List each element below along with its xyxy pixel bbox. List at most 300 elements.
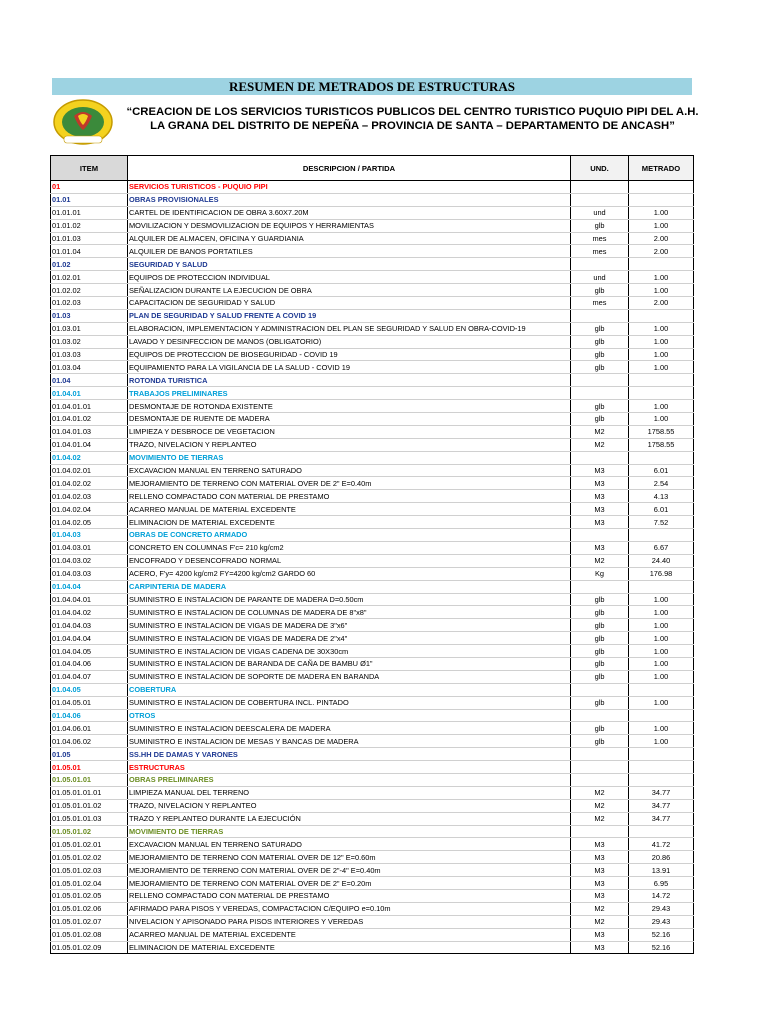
cell-metrado: 2.00	[629, 232, 694, 245]
cell-unit: und	[571, 271, 629, 284]
cell-description: PLAN DE SEGURIDAD Y SALUD FRENTE A COVID 19	[128, 309, 571, 322]
table-row	[51, 799, 694, 812]
cell-description: ACERO, F'y= 4200 kg/cm2 FY=4200 kg/cm2 GARDO 60	[128, 567, 571, 580]
cell-unit: glb	[571, 335, 629, 348]
cell-metrado: 6.67	[629, 541, 694, 554]
cell-description: SUMINISTRO E INSTALACION DE MESAS Y BANCAS DE MADERA	[128, 735, 571, 748]
cell-description: SUMINISTRO E INSTALACION DE BARANDA DE CAÑA DE BAMBU Ø1"	[128, 657, 571, 670]
cell-unit	[571, 748, 629, 761]
cell-description: SEÑALIZACION DURANTE LA EJECUCION DE OBRA	[128, 284, 571, 297]
table-row	[51, 490, 694, 503]
cell-description: MOVILIZACION Y DESMOVILIZACION DE EQUIPOS Y HERRAMIENTAS	[128, 219, 571, 232]
cell-unit: glb	[571, 657, 629, 670]
cell-metrado: 1758.55	[629, 438, 694, 451]
cell-description: CARPINTERIA DE MADERA	[128, 580, 571, 593]
cell-unit: M2	[571, 438, 629, 451]
cell-description: AFIRMADO PARA PISOS Y VEREDAS, COMPACTACION C/EQUIPO e=0.10m	[128, 902, 571, 915]
cell-unit: M2	[571, 915, 629, 928]
cell-description: RELLENO COMPACTADO CON MATERIAL DE PRESTAMO	[128, 889, 571, 902]
cell-metrado	[629, 451, 694, 464]
table-row	[51, 889, 694, 902]
cell-item: 01.04.06	[51, 709, 128, 722]
cell-metrado: 14.72	[629, 889, 694, 902]
table-header-row	[51, 156, 694, 181]
cell-description: TRAZO, NIVELACION Y REPLANTEO	[128, 799, 571, 812]
cell-metrado	[629, 529, 694, 542]
table-row	[51, 425, 694, 438]
table-row	[51, 915, 694, 928]
cell-item: 01.05.01.02.03	[51, 864, 128, 877]
cell-metrado: 1.00	[629, 335, 694, 348]
table-row	[51, 670, 694, 683]
cell-unit: glb	[571, 400, 629, 413]
cell-unit: M3	[571, 851, 629, 864]
table-row	[51, 696, 694, 709]
cell-metrado: 1.00	[629, 400, 694, 413]
cell-item: 01.04.03	[51, 529, 128, 542]
cell-unit: mes	[571, 297, 629, 310]
cell-description: DESMONTAJE DE RUENTE DE MADERA	[128, 413, 571, 426]
cell-metrado	[629, 258, 694, 271]
table-row	[51, 284, 694, 297]
cell-metrado: 1.00	[629, 670, 694, 683]
table-row	[51, 400, 694, 413]
cell-description: MOVIMIENTO DE TIERRAS	[128, 825, 571, 838]
cell-unit: glb	[571, 619, 629, 632]
cell-item: 01.04.05	[51, 683, 128, 696]
cell-item: 01.05.01.01.02	[51, 799, 128, 812]
table-row	[51, 825, 694, 838]
column-header-metrado: METRADO	[629, 156, 694, 181]
column-header-description: DESCRIPCION / PARTIDA	[128, 156, 571, 181]
table-row	[51, 258, 694, 271]
cell-item: 01.04.02.02	[51, 477, 128, 490]
project-title	[120, 105, 705, 133]
cell-description: EQUIPOS DE PROTECCION INDIVIDUAL	[128, 271, 571, 284]
cell-unit: glb	[571, 361, 629, 374]
table-row	[51, 773, 694, 786]
cell-description: EXCAVACION MANUAL EN TERRENO SATURADO	[128, 464, 571, 477]
cell-item: 01.05.01.02.04	[51, 877, 128, 890]
cell-metrado: 1.00	[629, 657, 694, 670]
cell-item: 01.01.03	[51, 232, 128, 245]
cell-metrado	[629, 825, 694, 838]
table-row	[51, 735, 694, 748]
cell-unit: M3	[571, 838, 629, 851]
table-row	[51, 632, 694, 645]
cell-item: 01.05.01.01	[51, 773, 128, 786]
cell-unit: M3	[571, 889, 629, 902]
document-title-banner: RESUMEN DE METRADOS DE ESTRUCTURAS	[52, 78, 692, 95]
cell-description: MEJORAMIENTO DE TERRENO CON MATERIAL OVER DE 12" E=0.60m	[128, 851, 571, 864]
table-row	[51, 348, 694, 361]
cell-unit	[571, 580, 629, 593]
cell-unit	[571, 761, 629, 774]
cell-unit: glb	[571, 632, 629, 645]
cell-description: OTROS	[128, 709, 571, 722]
cell-item: 01.04.01.01	[51, 400, 128, 413]
table-row	[51, 786, 694, 799]
cell-metrado: 52.16	[629, 941, 694, 954]
table-row	[51, 361, 694, 374]
cell-unit: Kg	[571, 567, 629, 580]
cell-item: 01.05.01.02.01	[51, 838, 128, 851]
cell-unit: M2	[571, 902, 629, 915]
cell-metrado: 1.00	[629, 206, 694, 219]
cell-metrado	[629, 193, 694, 206]
cell-description: EXCAVACION MANUAL EN TERRENO SATURADO	[128, 838, 571, 851]
column-header-item: ITEM	[51, 156, 128, 181]
cell-description: CONCRETO EN COLUMNAS F'c= 210 kg/cm2	[128, 541, 571, 554]
table-row	[51, 722, 694, 735]
cell-description: LAVADO Y DESINFECCION DE MANOS (OBLIGATORIO)	[128, 335, 571, 348]
table-body	[51, 181, 694, 954]
table-row	[51, 619, 694, 632]
cell-description: TRAZO Y REPLANTEO DURANTE LA EJECUCIÓN	[128, 812, 571, 825]
cell-metrado	[629, 374, 694, 387]
cell-metrado: 1.00	[629, 619, 694, 632]
cell-metrado: 1.00	[629, 632, 694, 645]
cell-description: SUMINISTRO E INSTALACION DE COLUMNAS DE MADERA DE 8"x8"	[128, 606, 571, 619]
cell-description: SEGURIDAD Y SALUD	[128, 258, 571, 271]
project-title-line-2: LA GRANA DEL DISTRITO DE NEPEÑA – PROVINCIA DE SANTA – DEPARTAMENTO DE ANCASH”	[150, 120, 675, 132]
cell-item: 01.04.04.01	[51, 593, 128, 606]
cell-unit: glb	[571, 606, 629, 619]
cell-metrado: 34.77	[629, 786, 694, 799]
cell-metrado	[629, 309, 694, 322]
cell-metrado: 6.01	[629, 464, 694, 477]
cell-item: 01.05.01.02.08	[51, 928, 128, 941]
table-row	[51, 219, 694, 232]
table-row	[51, 864, 694, 877]
cell-metrado: 2.00	[629, 245, 694, 258]
cell-description: LIMPIEZA MANUAL DEL TERRENO	[128, 786, 571, 799]
cell-metrado: 1.00	[629, 696, 694, 709]
table-row	[51, 516, 694, 529]
table-row	[51, 181, 694, 194]
cell-metrado	[629, 761, 694, 774]
cell-item: 01.02.01	[51, 271, 128, 284]
cell-unit: M2	[571, 799, 629, 812]
cell-metrado: 6.01	[629, 503, 694, 516]
cell-description: MOVIMIENTO DE TIERRAS	[128, 451, 571, 464]
table-row	[51, 941, 694, 954]
cell-unit: mes	[571, 245, 629, 258]
cell-item: 01.04.02.01	[51, 464, 128, 477]
cell-description: ALQUILER DE ALMACEN, OFICINA Y GUARDIANIA	[128, 232, 571, 245]
cell-item: 01.04.04.02	[51, 606, 128, 619]
cell-description: SUMINISTRO E INSTALACION DE VIGAS DE MADERA DE 2"x4"	[128, 632, 571, 645]
cell-description: ACARREO MANUAL DE MATERIAL EXCEDENTE	[128, 503, 571, 516]
table-row	[51, 877, 694, 890]
cell-metrado: 1.00	[629, 735, 694, 748]
table-row	[51, 928, 694, 941]
cell-unit: M3	[571, 477, 629, 490]
cell-item: 01.04.04.05	[51, 645, 128, 658]
table-row	[51, 580, 694, 593]
table-row	[51, 322, 694, 335]
cell-unit	[571, 181, 629, 194]
cell-unit: M3	[571, 877, 629, 890]
cell-item: 01.04.04.06	[51, 657, 128, 670]
cell-unit	[571, 773, 629, 786]
table-row	[51, 851, 694, 864]
cell-description: SUMINISTRO E INSTALACION DE SOPORTE DE MADERA EN BARANDA	[128, 670, 571, 683]
cell-metrado: 7.52	[629, 516, 694, 529]
municipality-logo	[52, 98, 114, 146]
table-row	[51, 309, 694, 322]
cell-item: 01.02.03	[51, 297, 128, 310]
table-row	[51, 645, 694, 658]
column-header-unit: UND.	[571, 156, 629, 181]
cell-item: 01.04.02.04	[51, 503, 128, 516]
table-row	[51, 503, 694, 516]
table-row	[51, 567, 694, 580]
cell-unit: glb	[571, 722, 629, 735]
cell-item: 01.04	[51, 374, 128, 387]
table-row	[51, 748, 694, 761]
cell-item: 01.05.01	[51, 761, 128, 774]
cell-item: 01.01.02	[51, 219, 128, 232]
cell-item: 01.04.03.01	[51, 541, 128, 554]
table-row	[51, 902, 694, 915]
cell-description: ESTRUCTURAS	[128, 761, 571, 774]
cell-item: 01.05.01.02.06	[51, 902, 128, 915]
cell-item: 01.04.03.02	[51, 554, 128, 567]
cell-item: 01.03	[51, 309, 128, 322]
table-row	[51, 193, 694, 206]
cell-unit: M2	[571, 812, 629, 825]
cell-unit: glb	[571, 413, 629, 426]
cell-unit: glb	[571, 735, 629, 748]
cell-metrado: 20.86	[629, 851, 694, 864]
cell-metrado: 1.00	[629, 322, 694, 335]
cell-unit: M3	[571, 941, 629, 954]
table-row	[51, 477, 694, 490]
cell-item: 01.04.04.07	[51, 670, 128, 683]
cell-description: SUMINISTRO E INSTALACION DE PARANTE DE MADERA D=0.50cm	[128, 593, 571, 606]
cell-description: TRABAJOS PRELIMINARES	[128, 387, 571, 400]
cell-description: SUMINISTRO E INSTALACION DE VIGAS CADENA DE 30X30cm	[128, 645, 571, 658]
cell-metrado: 41.72	[629, 838, 694, 851]
cell-description: SUMINISTRO E INSTALACION DE COBERTURA INCL. PINTADO	[128, 696, 571, 709]
cell-unit: glb	[571, 322, 629, 335]
cell-description: NIVELACION Y APISONADO PARA PISOS INTERIORES Y VEREDAS	[128, 915, 571, 928]
table-row	[51, 245, 694, 258]
cell-item: 01.04.06.01	[51, 722, 128, 735]
cell-unit: M3	[571, 516, 629, 529]
cell-unit: mes	[571, 232, 629, 245]
cell-item: 01.01.04	[51, 245, 128, 258]
cell-item: 01.04.02.03	[51, 490, 128, 503]
table-row	[51, 451, 694, 464]
table-row	[51, 271, 694, 284]
cell-unit: glb	[571, 219, 629, 232]
cell-unit	[571, 451, 629, 464]
cell-metrado: 6.95	[629, 877, 694, 890]
cell-unit	[571, 309, 629, 322]
cell-item: 01.05.01.02.07	[51, 915, 128, 928]
cell-metrado: 1.00	[629, 219, 694, 232]
cell-item: 01.04.04	[51, 580, 128, 593]
cell-unit: glb	[571, 696, 629, 709]
cell-item: 01.05.01.02.05	[51, 889, 128, 902]
cell-unit: M2	[571, 425, 629, 438]
table-row	[51, 464, 694, 477]
cell-metrado: 13.91	[629, 864, 694, 877]
table-row	[51, 606, 694, 619]
cell-metrado: 1.00	[629, 722, 694, 735]
cell-item: 01.04.04.03	[51, 619, 128, 632]
cell-description: EQUIPAMIENTO PARA LA VIGILANCIA DE LA SALUD - COVID 19	[128, 361, 571, 374]
cell-unit	[571, 374, 629, 387]
table-row	[51, 335, 694, 348]
cell-metrado: 176.98	[629, 567, 694, 580]
cell-metrado: 1.00	[629, 645, 694, 658]
cell-description: ACARREO MANUAL DE MATERIAL EXCEDENTE	[128, 928, 571, 941]
table-row	[51, 232, 694, 245]
cell-unit: M3	[571, 864, 629, 877]
cell-unit	[571, 258, 629, 271]
table-row	[51, 206, 694, 219]
cell-item: 01.01.01	[51, 206, 128, 219]
cell-description: LIMPIEZA Y DESBROCE DE VEGETACION	[128, 425, 571, 438]
cell-item: 01.05	[51, 748, 128, 761]
cell-description: ELIMINACION DE MATERIAL EXCEDENTE	[128, 516, 571, 529]
cell-unit	[571, 709, 629, 722]
cell-item: 01.03.03	[51, 348, 128, 361]
cell-unit: glb	[571, 593, 629, 606]
cell-unit	[571, 193, 629, 206]
cell-item: 01.01	[51, 193, 128, 206]
cell-unit: M3	[571, 490, 629, 503]
cell-unit: M3	[571, 541, 629, 554]
cell-metrado: 4.13	[629, 490, 694, 503]
cell-metrado: 1758.55	[629, 425, 694, 438]
cell-description: DESMONTAJE DE ROTONDA EXISTENTE	[128, 400, 571, 413]
table-row	[51, 761, 694, 774]
cell-metrado: 29.43	[629, 902, 694, 915]
cell-description: MEJORAMIENTO DE TERRENO CON MATERIAL OVER DE 2"-4" E=0.40m	[128, 864, 571, 877]
cell-item: 01.04.04.04	[51, 632, 128, 645]
cell-description: ELABORACION, IMPLEMENTACION Y ADMINISTRACION DEL PLAN SE SEGURIDAD Y SALUD EN OBRA-COVID-19	[128, 322, 571, 335]
cell-description: COBERTURA	[128, 683, 571, 696]
cell-item: 01.04.06.02	[51, 735, 128, 748]
cell-description: MEJORAMIENTO DE TERRENO CON MATERIAL OVER DE 2" E=0.40m	[128, 477, 571, 490]
table-row	[51, 683, 694, 696]
table-row	[51, 438, 694, 451]
cell-metrado: 34.77	[629, 799, 694, 812]
cell-item: 01.02.02	[51, 284, 128, 297]
cell-item: 01.04.01.02	[51, 413, 128, 426]
table-row	[51, 541, 694, 554]
metrados-table	[50, 155, 694, 954]
cell-unit: und	[571, 206, 629, 219]
cell-unit	[571, 825, 629, 838]
cell-metrado: 1.00	[629, 284, 694, 297]
project-title-line-1: “CREACION DE LOS SERVICIOS TURISTICOS PUBLICOS DEL CENTRO TURISTICO PUQUIO PIPI DEL A.H.	[126, 106, 699, 118]
cell-unit	[571, 387, 629, 400]
cell-unit: M3	[571, 928, 629, 941]
cell-description: CAPACITACION DE SEGURIDAD Y SALUD	[128, 297, 571, 310]
table-row	[51, 297, 694, 310]
cell-metrado: 1.00	[629, 606, 694, 619]
cell-item: 01.03.04	[51, 361, 128, 374]
cell-item: 01.02	[51, 258, 128, 271]
cell-description: MEJORAMIENTO DE TERRENO CON MATERIAL OVER DE 2" E=0.20m	[128, 877, 571, 890]
cell-item: 01.04.02.05	[51, 516, 128, 529]
cell-description: EQUIPOS DE PROTECCION DE BIOSEGURIDAD - COVID 19	[128, 348, 571, 361]
cell-description: ENCOFRADO Y DESENCOFRADO NORMAL	[128, 554, 571, 567]
cell-item: 01.03.01	[51, 322, 128, 335]
table-row	[51, 593, 694, 606]
cell-item: 01.05.01.02.02	[51, 851, 128, 864]
cell-item: 01.04.01	[51, 387, 128, 400]
cell-description: OBRAS PROVISIONALES	[128, 193, 571, 206]
cell-metrado: 1.00	[629, 593, 694, 606]
cell-unit	[571, 529, 629, 542]
cell-item: 01.04.01.03	[51, 425, 128, 438]
table-row	[51, 529, 694, 542]
cell-unit: M3	[571, 464, 629, 477]
cell-description: SUMINISTRO E INSTALACION DE VIGAS DE MADERA DE 3"x6"	[128, 619, 571, 632]
cell-metrado: 34.77	[629, 812, 694, 825]
cell-description: SS.HH DE DAMAS Y VARONES	[128, 748, 571, 761]
cell-unit	[571, 683, 629, 696]
cell-metrado: 24.40	[629, 554, 694, 567]
table-row	[51, 554, 694, 567]
cell-metrado: 52.16	[629, 928, 694, 941]
cell-metrado: 1.00	[629, 413, 694, 426]
table-row	[51, 838, 694, 851]
table-row	[51, 387, 694, 400]
cell-unit: M2	[571, 554, 629, 567]
cell-description: SUMINISTRO E INSTALACION DEESCALERA DE MADERA	[128, 722, 571, 735]
table-row	[51, 374, 694, 387]
cell-item: 01.04.01.04	[51, 438, 128, 451]
cell-description: OBRAS PRELIMINARES	[128, 773, 571, 786]
table-row	[51, 709, 694, 722]
cell-description: ALQUILER DE BANOS PORTATILES	[128, 245, 571, 258]
cell-item: 01.04.03.03	[51, 567, 128, 580]
cell-unit: glb	[571, 284, 629, 297]
cell-description: CARTEL DE IDENTIFICACION DE OBRA 3.60X7.20M	[128, 206, 571, 219]
cell-metrado: 2.00	[629, 297, 694, 310]
cell-metrado: 1.00	[629, 348, 694, 361]
cell-metrado: 1.00	[629, 361, 694, 374]
cell-unit: glb	[571, 645, 629, 658]
cell-metrado: 1.00	[629, 271, 694, 284]
cell-description: RELLENO COMPACTADO CON MATERIAL DE PRESTAMO	[128, 490, 571, 503]
cell-item: 01.04.02	[51, 451, 128, 464]
cell-unit: glb	[571, 670, 629, 683]
cell-item: 01.04.05.01	[51, 696, 128, 709]
cell-unit: M3	[571, 503, 629, 516]
table-row	[51, 657, 694, 670]
cell-description: ROTONDA TURISTICA	[128, 374, 571, 387]
cell-description: TRAZO, NIVELACION Y REPLANTEO	[128, 438, 571, 451]
cell-description: ELIMINACION DE MATERIAL EXCEDENTE	[128, 941, 571, 954]
table-row	[51, 812, 694, 825]
cell-metrado	[629, 773, 694, 786]
cell-item: 01.05.01.02	[51, 825, 128, 838]
cell-unit: M2	[571, 786, 629, 799]
cell-metrado	[629, 580, 694, 593]
cell-item: 01.03.02	[51, 335, 128, 348]
cell-unit: glb	[571, 348, 629, 361]
cell-item: 01	[51, 181, 128, 194]
cell-metrado	[629, 387, 694, 400]
